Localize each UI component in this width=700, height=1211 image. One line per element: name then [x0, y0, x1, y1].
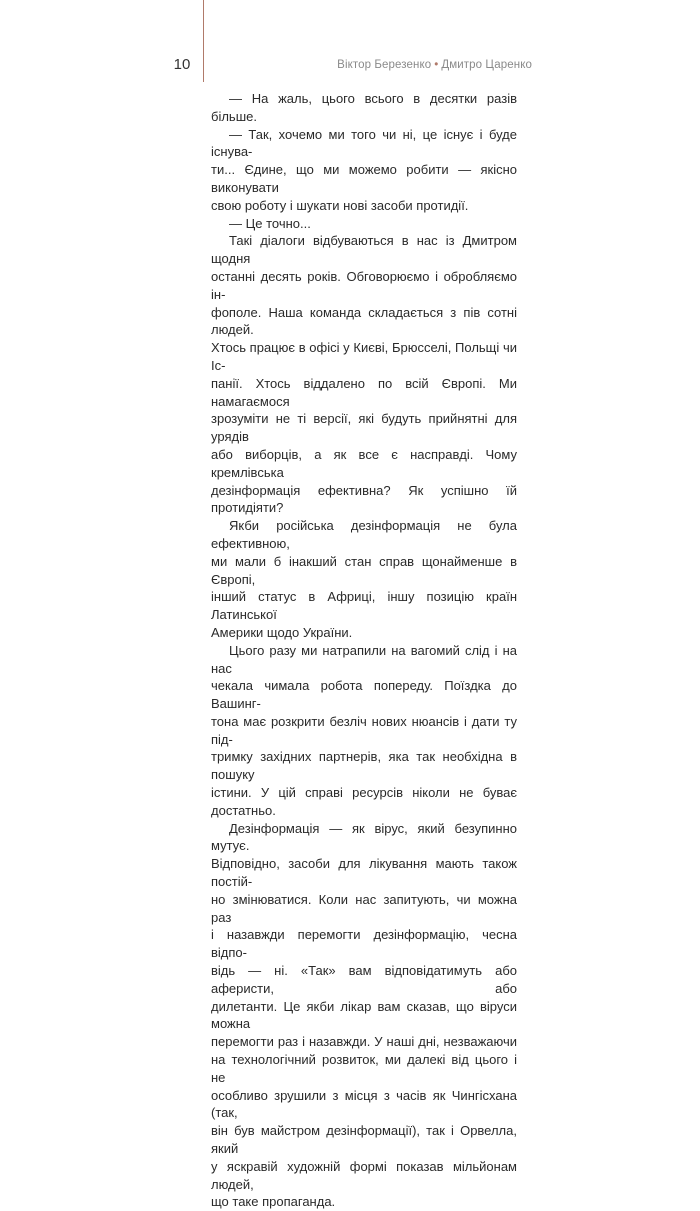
text-line: дилетанти. Це якби лікар вам сказав, що віруси можна: [211, 998, 517, 1032]
author-1: Віктор Березенко: [337, 59, 432, 71]
paragraph: [211, 820, 517, 1211]
text-line: тримку західних партнерів, яка так необхідна в пошуку: [211, 749, 517, 783]
text-line: — Це точно...: [229, 215, 311, 231]
text-line: зрозуміти не ті версії, які будуть прийнятні для урядів: [211, 411, 517, 445]
running-head: [337, 59, 532, 71]
page-number: 10: [173, 56, 191, 73]
text-line: свою роботу і шукати нові засоби протидії.: [211, 197, 469, 213]
text-line: фополе. Наша команда складається з пів сотні людей.: [211, 304, 517, 338]
text-line: чекала чимала робота попереду. Поїздка до Вашинг-: [211, 678, 517, 712]
text-line: дезінформація ефективна? Як успішно їй протидіяти?: [211, 482, 517, 516]
text-line: і назавжди перемогти дезінформацію, чесна відпо-: [211, 927, 517, 961]
text-line: — Так, хочемо ми того чи ні, це існує і буде існува-: [211, 126, 517, 160]
author-2: Дмитро Царенко: [441, 59, 532, 71]
paragraph: [211, 215, 517, 233]
paragraph: [211, 232, 517, 517]
text-line: ми мали б інакший стан справ щонайменше в Європі,: [211, 553, 517, 587]
text-line: Дезінформація — як вірус, який безупинно мутує.: [211, 820, 517, 854]
paragraph: [211, 642, 517, 820]
text-line: Цього разу ми натрапили на вагомий слід і на нас: [211, 642, 517, 676]
text-line: у яскравій художній формі показав мільйонам людей,: [211, 1158, 517, 1192]
text-line: Відповідно, засоби для лікування мають також постій-: [211, 856, 517, 890]
text-line: або виборців, а як все є насправді. Чому кремлівська: [211, 446, 517, 480]
text-line: тона має розкрити безліч нових нюансів і дати ту під-: [211, 713, 517, 747]
text-line: Якби російська дезінформація не була ефективною,: [211, 518, 517, 551]
text-line: ти... Єдине, що ми можемо робити — якісно виконувати: [211, 162, 517, 195]
text-line: — На жаль, цього всього в десятки разів більше.: [211, 91, 517, 124]
text-line: Хтось працює в офісі у Києві, Брюсселі, Польщі чи Іс-: [211, 340, 517, 373]
paragraph: [211, 90, 517, 126]
body-text: [211, 90, 517, 1211]
paragraph: [211, 517, 517, 642]
text-line: він був майстром дезінформації), так і Орвелла, який: [211, 1123, 517, 1157]
text-line: Такі діалоги відбуваються в нас із Дмитром щодня: [211, 233, 517, 267]
text-line: перемогти раз і назавжди. У наші дні, незважаючи: [211, 1034, 517, 1050]
text-line: на технологічний розвиток, ми далекі від цього і не: [211, 1052, 517, 1085]
paragraph: [211, 126, 517, 215]
text-line: панії. Хтось віддалено по всій Європі. Ми намагаємося: [211, 375, 517, 409]
text-line: особливо зрушили з місця з часів як Чингісхана (так,: [211, 1087, 517, 1121]
text-line: Америки щодо України.: [211, 624, 353, 640]
text-line: відь — ні. «Так» вам відповідатимуть або аферисти, або: [211, 963, 517, 996]
header-divider: [203, 0, 204, 82]
text-line: що таке пропаганда.: [211, 1194, 336, 1210]
text-line: істини. У цій справі ресурсів ніколи не буває достатньо.: [211, 785, 517, 818]
text-line: інший статус в Африці, іншу позицію країн Латинської: [211, 589, 517, 623]
text-line: но змінюватися. Коли нас запитують, чи можна раз: [211, 891, 517, 925]
author-separator: •: [434, 59, 439, 71]
text-line: останні десять років. Обговорюємо і обробляємо ін-: [211, 268, 517, 302]
